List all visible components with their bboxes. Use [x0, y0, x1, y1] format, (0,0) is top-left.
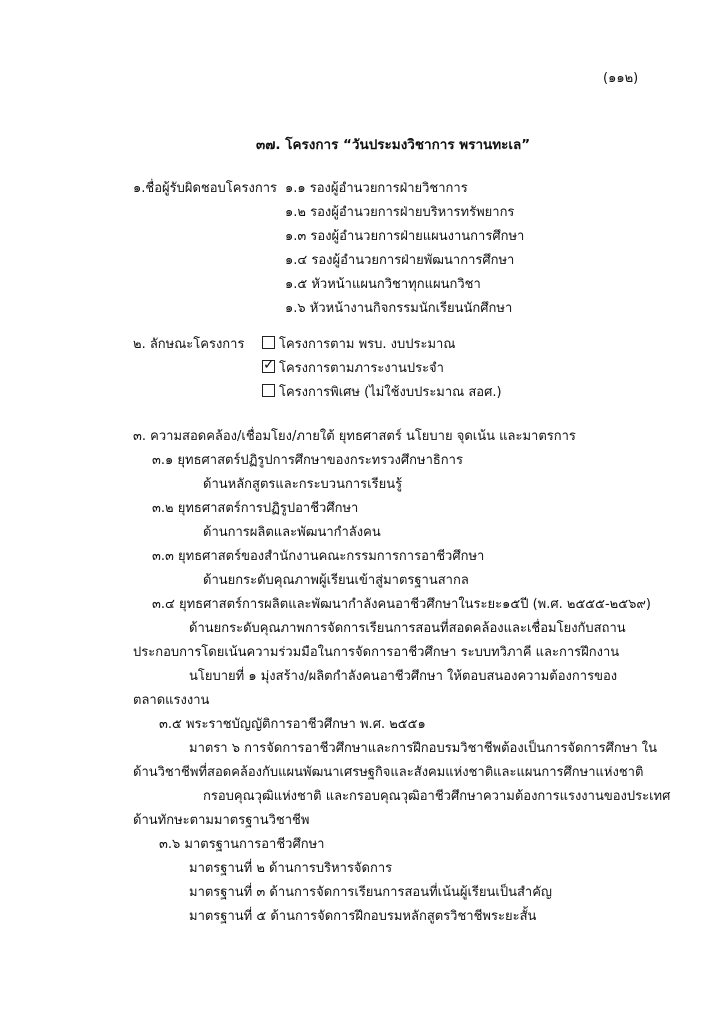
subsection-heading: ๓.๕ พระราชบัญญัติการอาชีวศึกษา พ.ศ. ๒๕๕๑ — [159, 717, 426, 732]
standard-item: มาตรฐานที่ ๒ ด้านการบริหารจัดการ — [189, 861, 393, 876]
paragraph-line: นโยบายที่ ๑ มุ่งสร้าง/ผลิตกำลังคนอาชีวศึกษา ให้ตอบสนองความต้องการของ — [189, 669, 618, 684]
responsible-item: ๑.๓ รองผู้อำนวยการฝ่ายแผนงานการศึกษา — [285, 229, 525, 244]
standard-item: มาตรฐานที่ ๕ ด้านการจัดการฝึกอบรมหลักสูตรวิชาชีพระยะสั้น — [189, 909, 537, 924]
paragraph-line: ด้านยกระดับคุณภาพการจัดการเรียนการสอนที่สอดคล้องและเชื่อมโยงกับสถาน — [189, 621, 626, 636]
section3-heading: ๓. ความสอดคล้อง/เชื่อมโยง/ภายใต้ ยุทธศาสตร์ นโยบาย จุดเน้น และมาตรการ — [133, 429, 576, 444]
option-label: โครงการตาม พรบ. งบประมาณ — [279, 337, 456, 352]
responsible-item: ๑.๑ รองผู้อำนวยการฝ่ายวิชาการ — [285, 181, 468, 196]
checkbox-unchecked[interactable] — [262, 384, 275, 397]
page-number: (๑๑๒) — [603, 71, 639, 86]
subsection-heading: ๓.๓ ยุทธศาสตร์ของสำนักงานคณะกรรมการการอาชีวศึกษา — [152, 549, 485, 564]
subsection-heading: ๓.๖ มาตรฐานการอาชีวศึกษา — [159, 837, 325, 852]
paragraph-line: ประกอบการโดยเน้นความร่วมมือในการจัดการอาชีวศึกษา ระบบทวิภาคี และการฝึกงาน — [133, 645, 620, 660]
checkbox-unchecked[interactable] — [262, 336, 275, 349]
section1-label: ๑.ชื่อผู้รับผิดชอบโครงการ — [133, 181, 277, 196]
option-label: โครงการตามภาระงานประจำ — [279, 361, 444, 376]
subsection-heading: ๓.๒ ยุทธศาสตร์การปฏิรูปอาชีวศึกษา — [152, 501, 359, 516]
paragraph-line: ด้านทักษะตามมาตรฐานวิชาชีพ — [133, 813, 310, 828]
subsection-heading: ๓.๔ ยุทธศาสตร์การผลิตและพัฒนากำลังคนอาชีวศึกษาในระยะ๑๕ปี (พ.ศ. ๒๕๕๕-๒๕๖๙) — [152, 597, 651, 612]
paragraph-line: ด้านวิชาชีพที่สอดคล้องกับแผนพัฒนาเศรษฐกิจและสังคมแห่งชาติและแผนการศึกษาแห่งชาติ — [133, 765, 644, 780]
paragraph-line: ตลาดแรงงาน — [133, 693, 210, 708]
responsible-item: ๑.๔ รองผู้อำนวยการฝ่ายพัฒนาการศึกษา — [285, 253, 515, 268]
responsible-item: ๑.๖ หัวหน้างานกิจกรรมนักเรียนนักศึกษา — [285, 301, 513, 316]
subsection-detail: ด้านการผลิตและพัฒนากำลังคน — [203, 525, 381, 540]
checkbox-checked[interactable] — [262, 360, 275, 373]
responsible-item: ๑.๒ รองผู้อำนวยการฝ่ายบริหารทรัพยากร — [285, 205, 515, 220]
responsible-item: ๑.๕ หัวหน้าแผนกวิชาทุกแผนกวิชา — [285, 277, 481, 292]
project-type-option — [262, 336, 455, 354]
page-title: ๓๗. โครงการ “วันประมงวิชาการ พรานทะเล” — [256, 137, 531, 153]
project-type-option — [262, 384, 502, 402]
standard-item: มาตรฐานที่ ๓ ด้านการจัดการเรียนการสอนที่เน้นผู้เรียนเป็นสำคัญ — [189, 885, 553, 900]
subsection-detail: ด้านยกระดับคุณภาพผู้เรียนเข้าสู่มาตรฐานสากล — [203, 573, 469, 588]
section2-label: ๒. ลักษณะโครงการ — [133, 337, 245, 352]
paragraph-line: มาตรา ๖ การจัดการอาชีวศึกษาและการฝึกอบรมวิชาชีพต้องเป็นการจัดการศึกษา ใน — [189, 741, 657, 756]
subsection-heading: ๓.๑ ยุทธศาสตร์ปฏิรูปการศึกษาของกระทรวงศึกษาธิการ — [152, 453, 463, 468]
subsection-detail: ด้านหลักสูตรและกระบวนการเรียนรู้ — [203, 477, 403, 492]
paragraph-line: กรอบคุณวุฒิแห่งชาติ และกรอบคุณวุฒิอาชีวศึกษาความต้องการแรงงานของประเทศ — [203, 789, 671, 804]
option-label: โครงการพิเศษ (ไม่ใช้งบประมาณ สอศ.) — [279, 385, 502, 400]
project-type-option — [262, 360, 444, 378]
